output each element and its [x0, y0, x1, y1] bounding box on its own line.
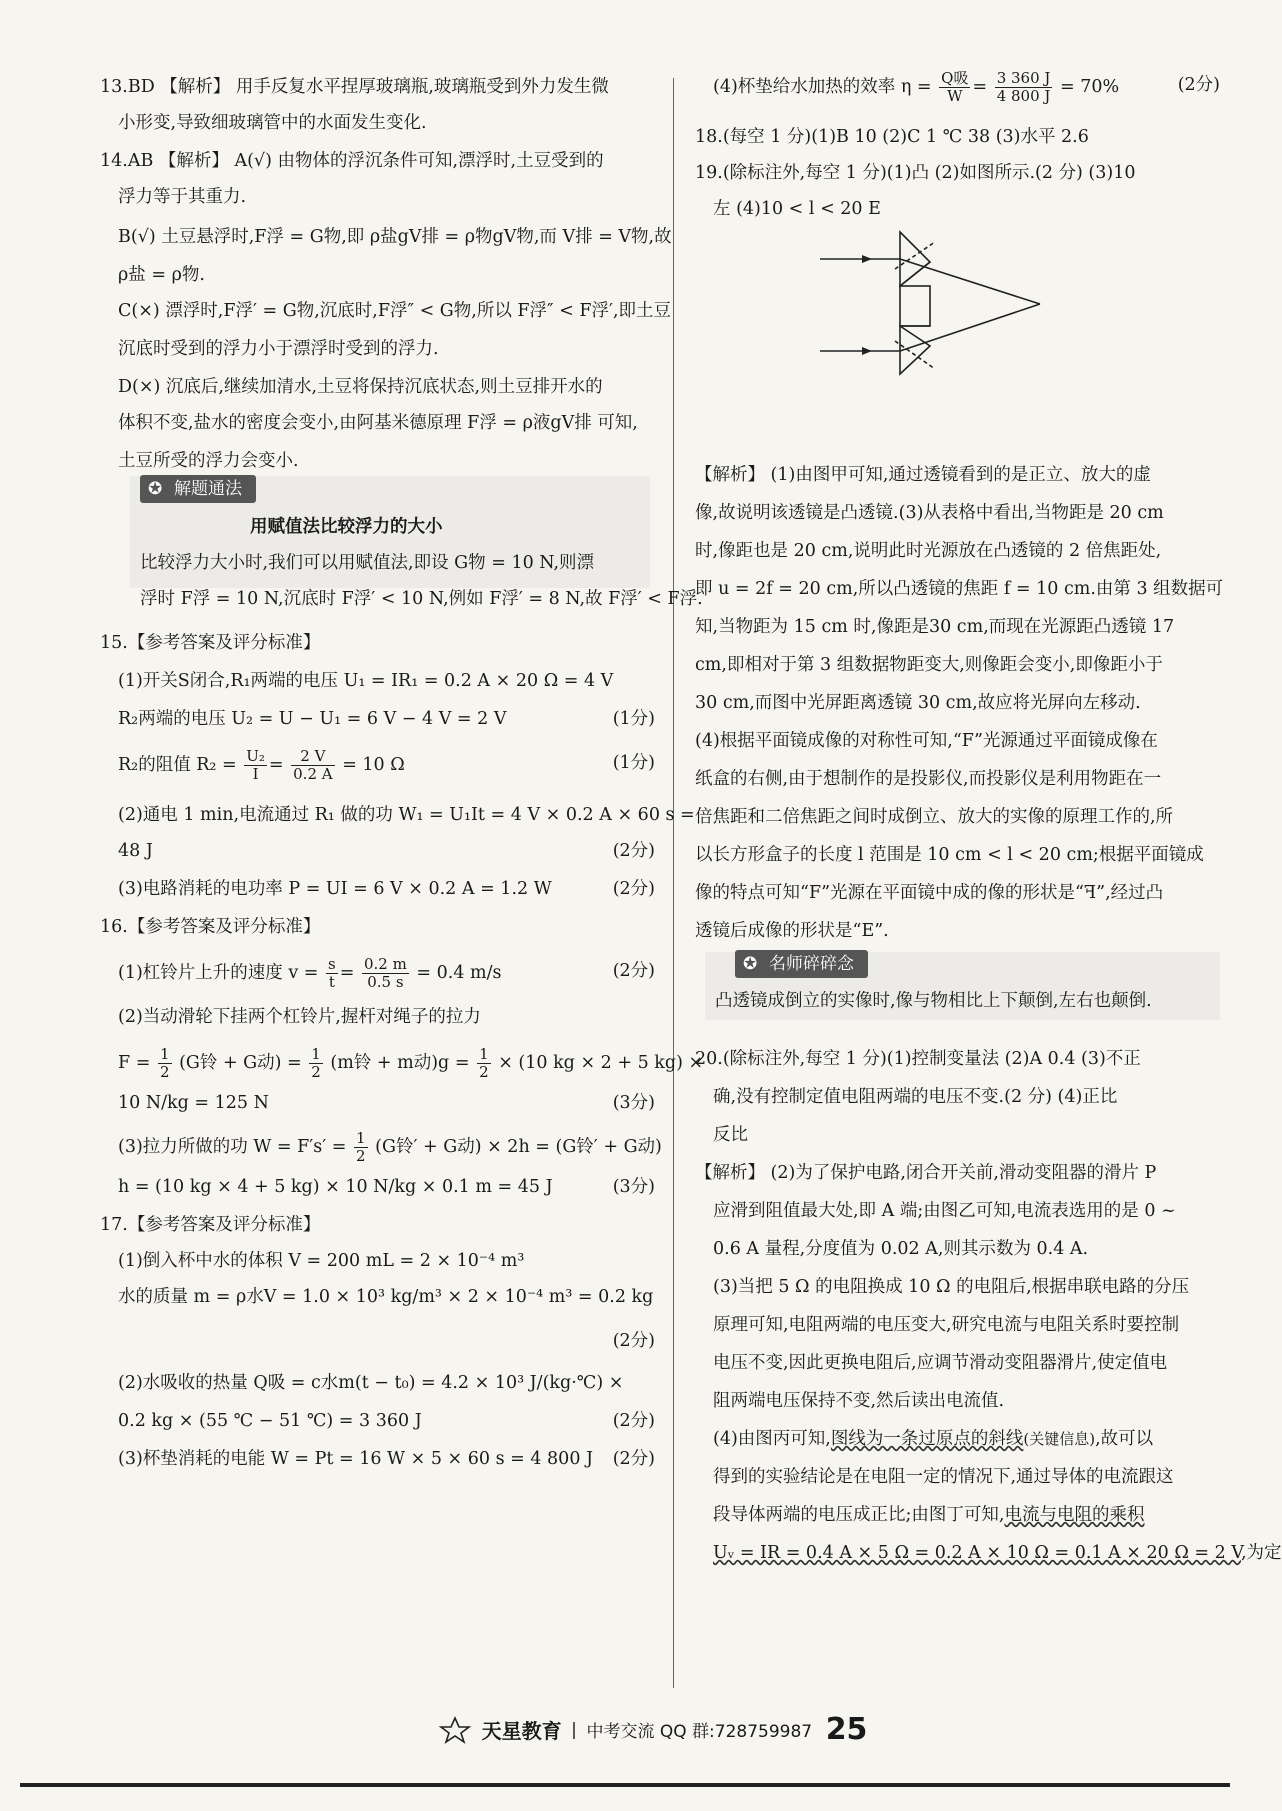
- q20-line: 段导体两端的电压成正比;由图丁可知,电流与电阻的乘积: [713, 1505, 1145, 1525]
- score: (1分): [612, 709, 655, 729]
- q14-line: ρ盐 = ρ物.: [118, 265, 205, 285]
- score: (2分): [612, 1449, 655, 1469]
- score: (2分): [612, 879, 655, 899]
- brand-name: 天星教育: [481, 1719, 562, 1743]
- q16-head: 16.【参考答案及评分标准】: [100, 917, 321, 937]
- q18-line: 18.(每空 1 分)(1)B 10 (2)C 1 ℃ 38 (3)水平 2.6: [695, 127, 1089, 147]
- q19-analysis: 像的特点可知“F”光源在平面镜中成的像的形状是“ꟻ”,经过凸: [695, 883, 1164, 903]
- bottom-rule: [20, 1783, 1230, 1787]
- q14-line: 沉底时受到的浮力小于漂浮时受到的浮力.: [118, 339, 439, 359]
- q15-head: 15.【参考答案及评分标准】: [100, 633, 321, 653]
- q15-line: R₂两端的电压 U₂ = U − U₁ = 6 V − 4 V = 2 V (1分): [100, 704, 655, 734]
- q19-analysis: 即 u = 2f = 20 cm,所以凸透镜的焦距 f = 10 cm.由第 3 组数据可: [695, 579, 1224, 599]
- fraction: $\frac{0.2 m}{0.5 s}$: [363, 955, 407, 991]
- q19-analysis: 【解析】 (1)由图甲可知,通过透镜看到的是正立、放大的虚: [695, 465, 1151, 485]
- q19-analysis: 以长方形盒子的长度 l 范围是 10 cm < l < 20 cm;根据平面镜成: [695, 845, 1204, 865]
- q17-line: (3)杯垫消耗的电能 W = Pt = 16 W × 5 × 60 s = 4 800 J (2分): [100, 1444, 655, 1474]
- q20-line: 电压不变,因此更换电阻后,应调节滑动变阻器滑片,使定值电: [713, 1353, 1168, 1373]
- q19-line: 左 (4)10 < l < 20 E: [713, 199, 881, 219]
- score: (3分): [612, 1093, 655, 1113]
- q17-line: 0.2 kg × (55 ℃ − 51 ℃) = 3 360 J (2分): [100, 1406, 655, 1436]
- q19-analysis: 纸盒的右侧,由于想制作的是投影仪,而投影仪是利用物距在一: [695, 769, 1162, 789]
- fraction: $\frac{1}{2}$: [311, 1045, 321, 1081]
- q13-line: 小形变,导致细玻璃管中的水面发生变化.: [118, 113, 427, 133]
- prism-middle: [900, 286, 930, 326]
- q19-line: 19.(除标注外,每空 1 分)(1)凸 (2)如图所示.(2 分) (3)10: [695, 163, 1136, 183]
- score: (2分): [612, 1411, 655, 1431]
- q14-line: C(×) 漂浮时,F浮′ = G物,沉底时,F浮″ < G物,所以 F浮″ < F浮′,即土豆: [118, 301, 672, 321]
- fraction: $\frac{1}{2}$: [159, 1045, 170, 1081]
- q15-line: (2)通电 1 min,电流通过 R₁ 做的功 W₁ = U₁It = 4 V × 0.2 A × 60 s =: [118, 805, 695, 825]
- fraction: $\frac{\text{Q吸}}{W}$: [941, 69, 969, 105]
- q17-head: 17.【参考答案及评分标准】: [100, 1215, 321, 1235]
- q20-line: 20.(除标注外,每空 1 分)(1)控制变量法 (2)A 0.4 (3)不正: [695, 1049, 1141, 1069]
- q20-line: 阻两端电压保持不变,然后读出电流值.: [713, 1391, 1005, 1411]
- tip-text: 凸透镜成倒立的实像时,像与物相比上下颠倒,左右也颠倒.: [715, 991, 1152, 1011]
- q17-line: 水的质量 m = ρ水V = 1.0 × 10³ kg/m³ × 2 × 10⁻⁴ m³ = 0.2 kg: [118, 1287, 654, 1307]
- star-icon: ✪: [743, 954, 758, 974]
- q17-line: [100, 1326, 655, 1356]
- q19-analysis: cm,即相对于第 3 组数据物距变大,则像距会变小,即像距小于: [695, 655, 1163, 675]
- arrow-bottom: [862, 347, 872, 355]
- q20-line: (4)由图丙可知,图线为一条过原点的斜线(关键信息),故可以: [713, 1429, 1154, 1449]
- q15-line: 48 J (2分): [100, 836, 655, 866]
- q20-line: 得到的实验结论是在电阻一定的情况下,通过导体的电流跟这: [713, 1467, 1174, 1487]
- fraction: $\frac{2 V}{0.2 A}$: [293, 747, 333, 783]
- page-footer: [440, 1712, 867, 1752]
- q14-line: 体积不变,盐水的密度会变小,由阿基米德原理 F浮 = ρ液gV排 可知,: [118, 413, 638, 433]
- qq-group: 中考交流 QQ 群:728759987: [586, 1722, 813, 1742]
- star-icon: ✪: [148, 479, 163, 499]
- q17-4-line: (4)杯垫给水加热的效率 η = $\frac{\text{Q吸}}{W}$ = $\frac{3 360 J}{4 800 J}$ = 70% (2分): [713, 69, 1220, 105]
- footer-separator: |: [571, 1719, 577, 1740]
- q16-line: F = $\frac{1}{2}$ (G铃 + G动) = $\frac{1}{2}$ (m铃 + m动)g = $\frac{1}{2}$ × (10 kg × 2 + 5 kg) ×: [118, 1045, 704, 1081]
- score: (2分): [612, 961, 655, 981]
- q14-line: 14.AB 【解析】 A(√) 由物体的浮沉条件可知,漂浮时,土豆受到的: [100, 151, 604, 171]
- q20-line: 反比: [713, 1125, 748, 1145]
- star-logo-icon: [440, 1717, 470, 1743]
- q19-analysis: 像,故说明该透镜是凸透镜.(3)从表格中看出,当物距是 20 cm: [695, 503, 1164, 523]
- q19-analysis: (4)根据平面镜成像的对称性可知,“F”光源通过平面镜成像在: [695, 731, 1158, 751]
- score: (2分): [612, 1331, 655, 1351]
- q20-line: 【解析】 (2)为了保护电路,闭合开关前,滑动变阻器的滑片 P: [695, 1163, 1157, 1183]
- score: (3分): [612, 1177, 655, 1197]
- q13-line: 13.BD 【解析】 用手反复水平捏厚玻璃瓶,玻璃瓶受到外力发生微: [100, 77, 609, 97]
- q14-line: D(×) 沉底后,继续加清水,土豆将保持沉底状态,则土豆排开水的: [118, 377, 603, 397]
- tip-label-method: ✪ 解题通法: [140, 475, 256, 503]
- tip-line: 浮时 F浮 = 10 N,沉底时 F浮′ < 10 N,例如 F浮′ = 8 N,故 F浮′ < F浮.: [140, 589, 703, 609]
- fraction: $\frac{1}{2}$: [479, 1045, 489, 1081]
- fraction: $\frac{3 360 J}{4 800 J}$: [996, 69, 1051, 105]
- arrow-top: [862, 255, 872, 263]
- fraction: $\frac{\text{U₂}}{I}$: [246, 747, 265, 783]
- q14-line: 土豆所受的浮力会变小.: [118, 451, 299, 471]
- fraction: $\frac{s}{t}$: [328, 955, 336, 991]
- q16-line: (3)拉力所做的功 W = F′s′ = $\frac{1}{2}$ (G铃′ + G动) × 2h = (G铃′ + G动): [118, 1129, 662, 1165]
- q16-line: 10 N/kg = 125 N (3分): [100, 1088, 655, 1118]
- q14-line: 浮力等于其重力.: [118, 187, 247, 207]
- q19-analysis: 倍焦距和二倍焦距之间时成倒立、放大的实像的原理工作的,所: [695, 807, 1174, 827]
- q16-line: (2)当动滑轮下挂两个杠铃片,握杆对绳子的拉力: [118, 1007, 481, 1027]
- score: (1分): [612, 753, 655, 773]
- q19-analysis: 时,像距也是 20 cm,说明此时光源放在凸透镜的 2 倍焦距处,: [695, 541, 1162, 561]
- q20-line: 确,没有控制定值电阻两端的电压不变.(2 分) (4)正比: [713, 1087, 1118, 1107]
- prism-top: [900, 232, 930, 286]
- q16-line: (1)杠铃片上升的速度 v = $\frac{s}{t}$ = $\frac{0.2 m}{0.5 s}$ = 0.4 m/s (2分): [118, 955, 655, 991]
- tip-line: 比较浮力大小时,我们可以用赋值法,即设 G物 = 10 N,则漂: [140, 553, 595, 573]
- q20-line: 应滑到阻值最大处,即 A 端;由图乙可知,电流表选用的是 0 ~: [713, 1201, 1176, 1221]
- tip-title: 用赋值法比较浮力的大小: [250, 517, 443, 537]
- ray-bottom-out: [900, 304, 1040, 351]
- fraction: $\frac{1}{2}$: [356, 1129, 366, 1165]
- column-divider: [673, 78, 674, 1688]
- q15-line: R₂的阻值 R₂ = $\frac{\text{U₂}}{I}$ = $\frac{2 V}{0.2 A}$ = 10 Ω (1分): [118, 747, 655, 783]
- q14-line: B(√) 土豆悬浮时,F浮 = G物,即 ρ盐gV排 = ρ物gV物,而 V排 = V物,故: [118, 227, 672, 247]
- q19-analysis: 知,当物距为 15 cm 时,像距是30 cm,而现在光源距凸透镜 17: [695, 617, 1175, 637]
- q15-line: (1)开关S闭合,R₁两端的电压 U₁ = IR₁ = 0.2 A × 20 Ω = 4 V: [118, 671, 614, 691]
- q20-line: 原理可知,电阻两端的电压变大,研究电流与电阻关系时要控制: [713, 1315, 1180, 1335]
- q15-line: (3)电路消耗的电功率 P = UI = 6 V × 0.2 A = 1.2 W (2分): [100, 874, 655, 904]
- q20-line: Uᵥ = IR = 0.4 A × 5 Ω = 0.2 A × 10 Ω = 0.1 A × 20 Ω = 2 V,为定: [713, 1543, 1282, 1563]
- q17-line: (1)倒入杯中水的体积 V = 200 mL = 2 × 10⁻⁴ m³: [118, 1251, 525, 1271]
- q20-line: (3)当把 5 Ω 的电阻换成 10 Ω 的电阻后,根据串联电路的分压: [713, 1277, 1190, 1297]
- tip-label-teacher: ✪ 名师碎碎念: [735, 950, 868, 978]
- q20-line: 0.6 A 量程,分度值为 0.02 A,则其示数为 0.4 A.: [713, 1239, 1089, 1259]
- score: (2分): [612, 841, 655, 861]
- q16-line: h = (10 kg × 4 + 5 kg) × 10 N/kg × 0.1 m = 45 J (3分): [100, 1172, 655, 1202]
- q17-line: (2)水吸收的热量 Q吸 = c水m(t − t₀) = 4.2 × 10³ J/(kg·℃) ×: [118, 1373, 624, 1393]
- q19-analysis: 30 cm,而图中光屏距离透镜 30 cm,故应将光屏向左移动.: [695, 693, 1141, 713]
- ray-top-out: [900, 259, 1040, 304]
- score: (2分): [1177, 75, 1220, 95]
- q19-analysis: 透镜后成像的形状是“E”.: [695, 921, 889, 941]
- page-number: 25: [825, 1712, 868, 1747]
- lens-diagram: [820, 214, 1055, 394]
